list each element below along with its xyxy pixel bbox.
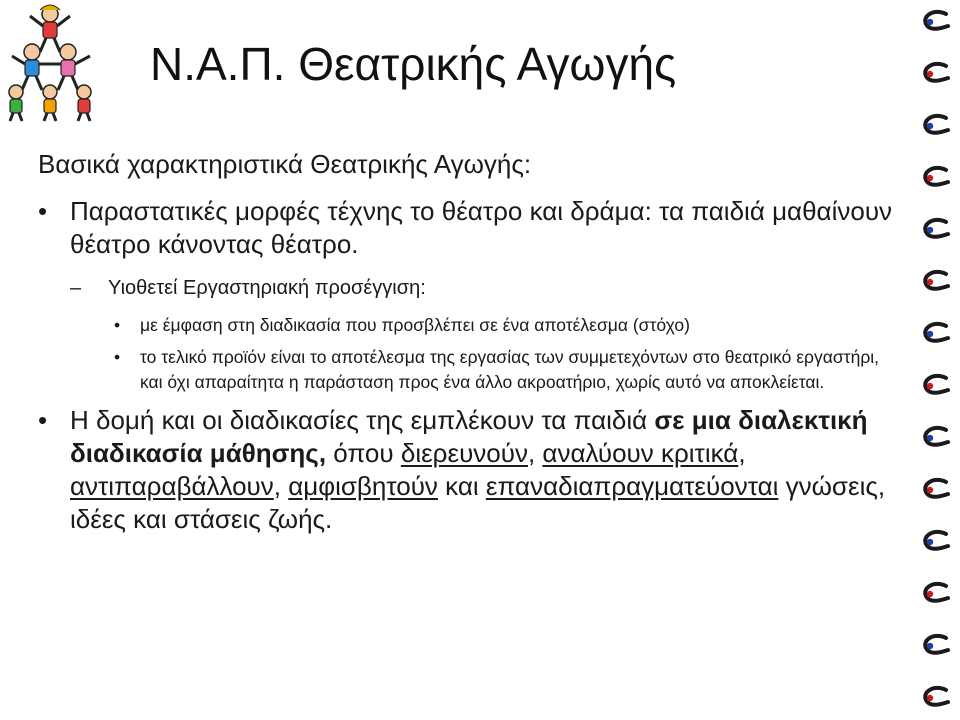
bullet-dialectic-learning — [38, 404, 903, 536]
spiral-ring — [925, 220, 948, 237]
main-bullet-list — [38, 195, 903, 537]
spiral-ring — [925, 116, 948, 133]
spiral-ring — [925, 532, 948, 549]
spiral-ring — [925, 272, 948, 289]
spiral-ring — [925, 428, 948, 445]
spiral-ring — [925, 324, 948, 341]
notebook-spiral-icon — [916, 0, 956, 720]
underlined-term-analyze: αναλύουν κριτικά — [542, 438, 739, 469]
sub-bullet-workshop — [70, 275, 903, 395]
slide-body — [38, 148, 903, 542]
spiral-ring — [925, 636, 948, 653]
text-span: όπου — [326, 438, 401, 469]
text-span: γνώσεις, ιδέες και στάσεις ζωής. — [70, 471, 886, 535]
spiral-ring — [925, 12, 948, 29]
text-span: και — [437, 471, 486, 502]
spiral-ring — [925, 376, 948, 393]
text-span: , — [527, 438, 543, 469]
spiral-ring — [925, 688, 948, 705]
bullet-performing-arts-text: Παραστατικές μορφές τέχνης το θέατρο και δράμα: τα παιδιά μαθαίνουν θέατρο κάνοντας θέατρο. — [70, 195, 893, 259]
sub-list — [70, 275, 903, 395]
text-span: Η δομή και οι διαδικασίες της εμπλέκουν τα παιδιά — [70, 405, 655, 436]
spiral-ring — [925, 168, 948, 185]
children-pyramid-icon — [0, 0, 125, 122]
bold-phrase: σε μια διαλεκτική διαδικασία μάθησης, — [70, 405, 868, 469]
underlined-term-renegotiate: επαναδιαπραγματεύονται — [485, 471, 779, 502]
bullet-performing-arts — [38, 195, 903, 395]
spiral-ring — [925, 64, 948, 81]
spiral-ring — [925, 480, 948, 497]
text-span: , — [738, 438, 746, 469]
sub-sub-list — [108, 313, 903, 395]
spiral-ring — [925, 584, 948, 601]
underlined-term-explore: διερευνούν — [400, 438, 528, 469]
intro-text: Βασικά χαρακτηριστικά Θεατρικής Αγωγής: — [38, 149, 532, 179]
sub-heading-workshop: Υιοθετεί Εργαστηριακή προσέγγιση: — [108, 276, 426, 299]
underlined-term-question: αμφισβητούν — [288, 471, 438, 502]
sub-sub-item: • με έμφαση στη διαδικασία που προσβλέπει σε ένα αποτέλεσμα (στόχο) — [108, 313, 903, 338]
underlined-term-compare: αντιπαραβάλλουν — [70, 471, 274, 502]
dash-marker: – — [70, 276, 82, 299]
sub-sub-item: • το τελικό προϊόν είναι το αποτέλεσμα της εργασίας των συμμετεχόντων στο θεατρικό εργαστήρι, και όχι απαραίτητα η παράσταση προς ένα άλλο ακροατήριο, χωρίς αυτό να αποκλείεται. — [108, 345, 903, 394]
slide-title: Ν.Α.Π. Θεατρικής Αγωγής — [150, 38, 677, 90]
text-span: , — [273, 471, 289, 502]
